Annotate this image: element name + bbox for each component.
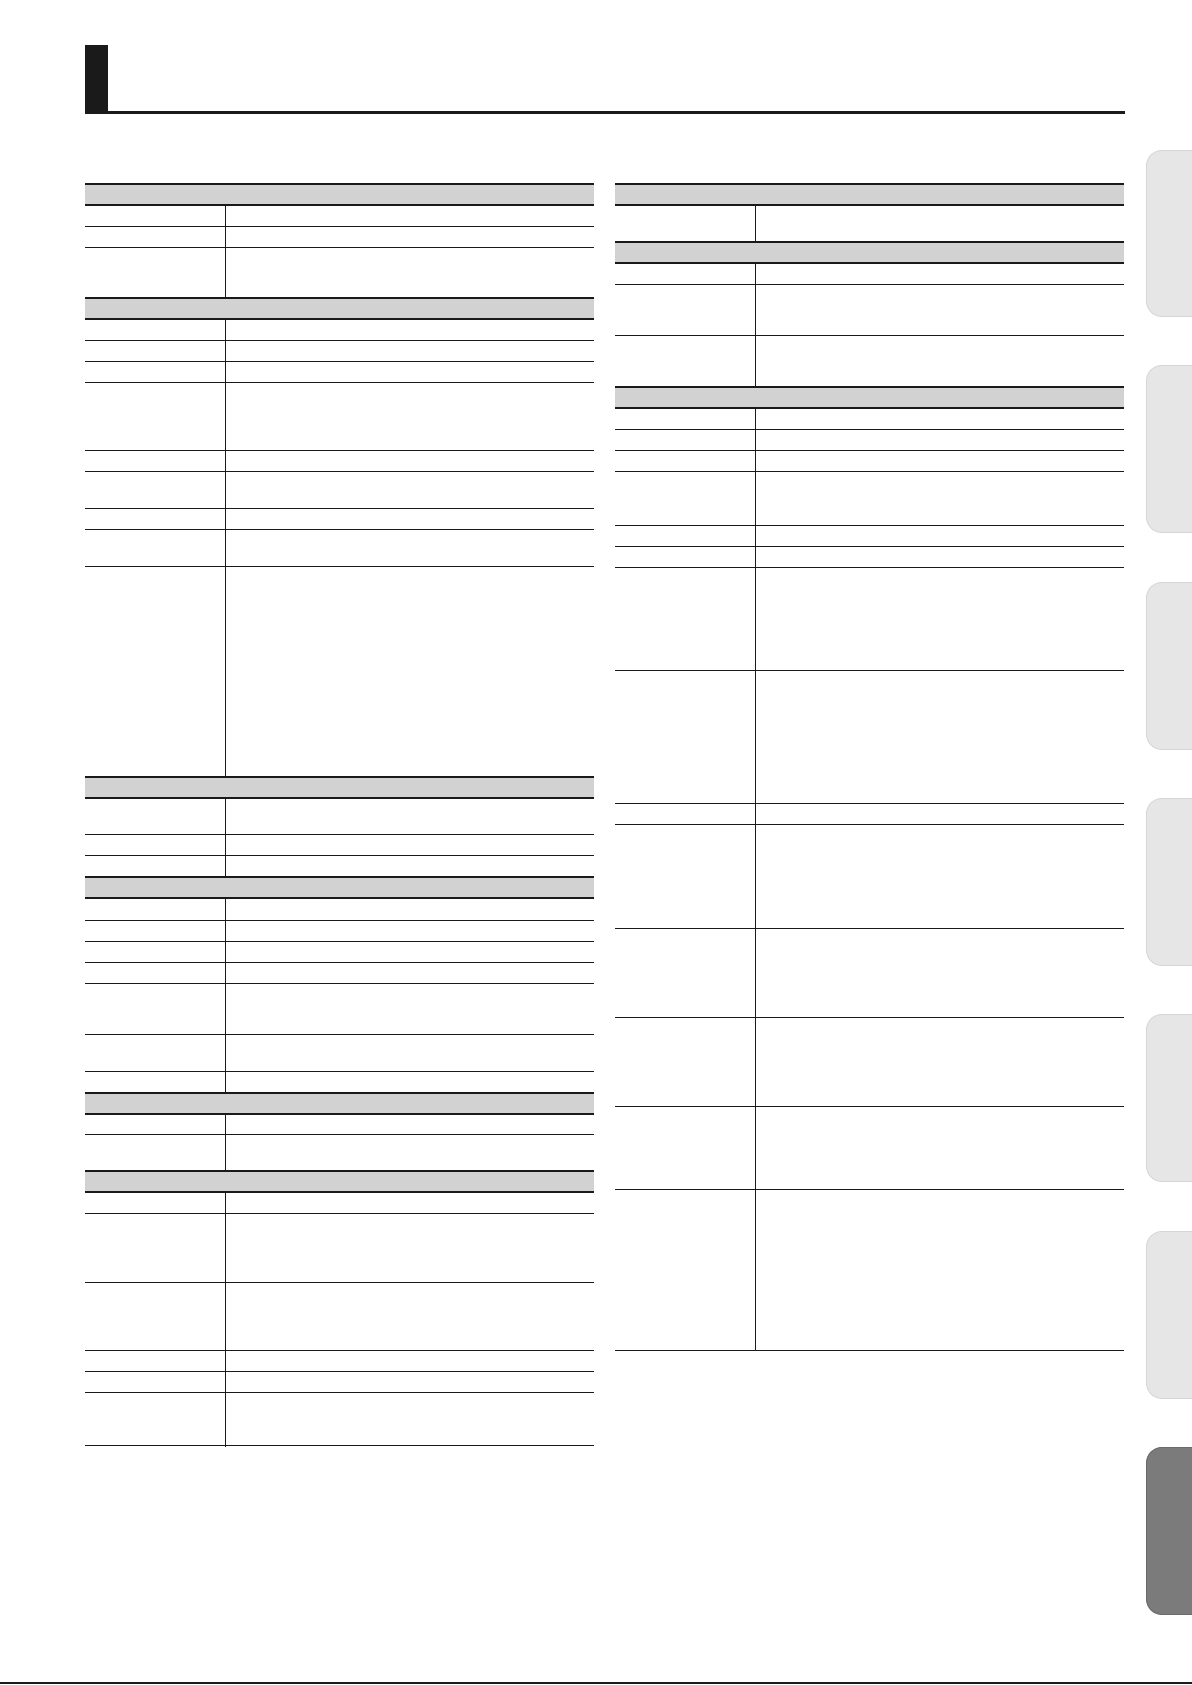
row-line	[615, 1106, 1124, 1107]
row-line	[85, 1134, 594, 1135]
row-line	[85, 340, 594, 341]
column-divider	[755, 206, 756, 243]
row-line	[615, 525, 1124, 526]
column-divider	[225, 799, 226, 876]
title-rule	[85, 111, 1125, 114]
row-line	[615, 803, 1124, 804]
side-tab-3[interactable]	[1146, 582, 1192, 750]
column-divider	[225, 899, 226, 1092]
row-line	[85, 1371, 594, 1372]
side-tab-7-active[interactable]	[1146, 1447, 1192, 1615]
section-header	[85, 1170, 594, 1193]
row-line	[85, 226, 594, 227]
row-line	[85, 450, 594, 451]
row-line	[85, 1392, 594, 1393]
section-header	[615, 241, 1124, 264]
row-line	[85, 247, 594, 248]
row-line	[615, 429, 1124, 430]
row-line	[85, 920, 594, 921]
row-line	[85, 983, 594, 984]
table-bottom-line	[85, 1445, 594, 1446]
row-line	[85, 361, 594, 362]
section-header	[85, 776, 594, 799]
row-line	[85, 1213, 594, 1214]
row-line	[85, 1034, 594, 1035]
side-tab-5[interactable]	[1146, 1014, 1192, 1182]
column-divider	[225, 1115, 226, 1173]
section-header	[85, 183, 594, 206]
row-line	[85, 941, 594, 942]
side-tab-6[interactable]	[1146, 1231, 1192, 1399]
row-line	[85, 529, 594, 530]
row-line	[615, 1017, 1124, 1018]
row-line	[615, 567, 1124, 568]
row-line	[85, 1350, 594, 1351]
row-line	[85, 834, 594, 835]
side-tab-1[interactable]	[1146, 150, 1192, 317]
spec-table-left	[85, 183, 594, 1447]
row-line	[615, 546, 1124, 547]
section-header	[85, 876, 594, 899]
row-line	[615, 284, 1124, 285]
footer-rule	[0, 1682, 1192, 1684]
row-line	[85, 566, 594, 567]
column-divider	[225, 1193, 226, 1447]
side-tab-2[interactable]	[1146, 365, 1192, 533]
row-line	[85, 508, 594, 509]
row-line	[615, 450, 1124, 451]
row-line	[85, 382, 594, 383]
row-line	[85, 962, 594, 963]
column-divider	[225, 206, 226, 297]
column-divider	[755, 264, 756, 387]
row-line	[615, 1189, 1124, 1190]
table-bottom-line	[615, 1350, 1124, 1351]
column-divider	[225, 320, 226, 779]
section-header	[615, 183, 1124, 206]
column-divider	[755, 409, 756, 1351]
row-line	[85, 1071, 594, 1072]
section-header	[615, 386, 1124, 409]
row-line	[615, 670, 1124, 671]
spec-table-right	[615, 183, 1124, 1353]
row-line	[85, 855, 594, 856]
row-line	[85, 471, 594, 472]
row-line	[85, 1282, 594, 1283]
section-header	[85, 1092, 594, 1115]
side-tab-4[interactable]	[1146, 798, 1192, 966]
title-block-marker	[85, 45, 108, 114]
row-line	[615, 335, 1124, 336]
row-line	[615, 928, 1124, 929]
row-line	[615, 824, 1124, 825]
section-header	[85, 297, 594, 320]
row-line	[615, 471, 1124, 472]
